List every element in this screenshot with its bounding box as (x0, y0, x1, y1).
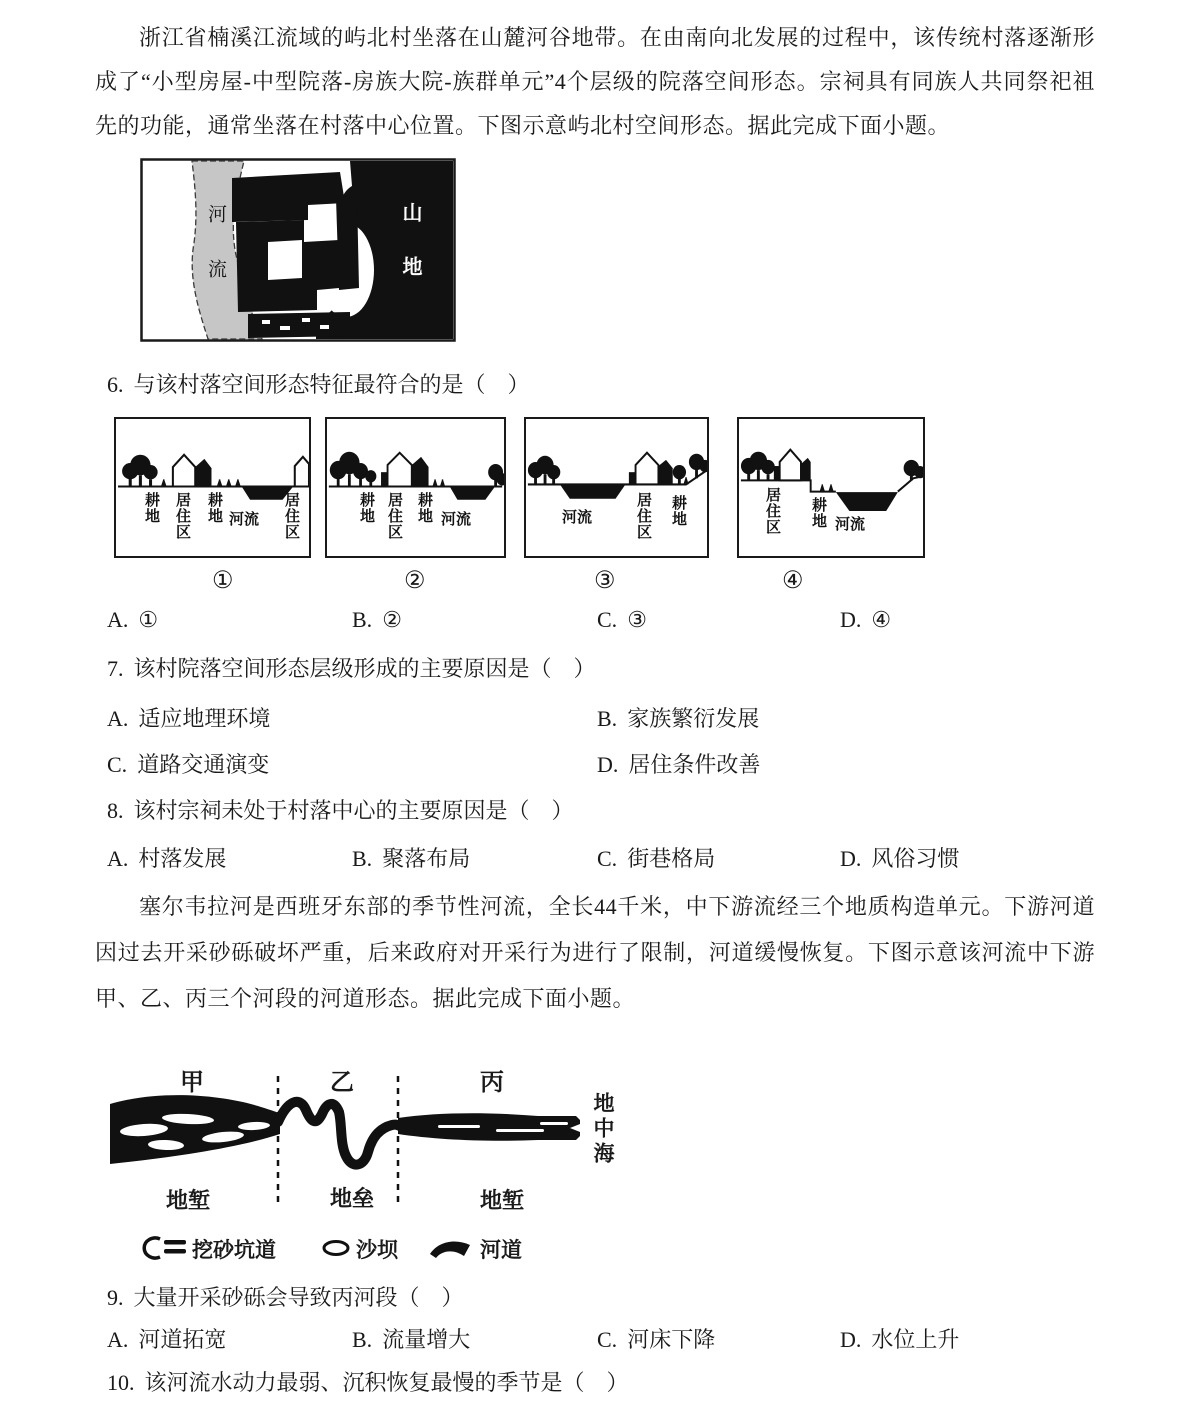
legend-label-channel: 河道 (480, 1238, 522, 1262)
option-label: 村落发展 (138, 846, 227, 871)
q7-option-c (107, 748, 269, 779)
option-key: C. (597, 846, 618, 871)
cross-section-1-drawing (116, 419, 309, 556)
map-river-label: 河流 (205, 204, 226, 314)
option-label: 居住条件改善 (628, 752, 761, 777)
cross-section-3 (524, 417, 709, 558)
village-map-figure (140, 158, 456, 342)
zone-label: 河流 (562, 510, 593, 526)
house (629, 453, 673, 485)
q9-option-a (107, 1323, 226, 1354)
option-key: D. (840, 846, 862, 871)
legend-label-sandbar: 沙坝 (356, 1238, 398, 1262)
river-channel (450, 487, 495, 500)
option-key: C. (107, 752, 128, 777)
option-key: B. (352, 607, 373, 632)
river-figure (108, 1042, 653, 1262)
section-label-jia: 甲 (180, 1070, 204, 1096)
river-channel (836, 492, 898, 511)
house (381, 453, 429, 487)
zone-label: 居住区 (174, 492, 190, 540)
option-label: 风俗习惯 (871, 846, 960, 871)
question-number: 10. (107, 1370, 135, 1395)
q8-option-b (352, 842, 470, 873)
trees (741, 452, 775, 481)
house (173, 455, 212, 487)
question-number: 8. (107, 798, 124, 823)
zone-label: 耕地 (670, 495, 686, 527)
cross-section-1 (114, 417, 311, 558)
question-text: 大量开采砂砾会导致丙河段（ ） (133, 1285, 464, 1310)
option-key: D. (840, 607, 862, 632)
house-right (295, 457, 309, 487)
zone-label: 居住区 (764, 487, 780, 535)
diagram-caption-1: ① (212, 568, 234, 594)
sea-label: 地中海 (591, 1092, 615, 1167)
option-key: A. (107, 706, 129, 731)
zone-label: 居住区 (283, 492, 299, 540)
trees (528, 456, 560, 485)
q8-option-c (597, 842, 715, 873)
option-key: A. (107, 846, 129, 871)
option-label: ④ (871, 607, 892, 632)
q9-option-b (352, 1323, 470, 1354)
trees (122, 455, 158, 487)
option-label: 水位上升 (871, 1327, 960, 1352)
zone-label: 耕地 (810, 497, 826, 529)
passage-village: 浙江省楠溪江流域的屿北村坐落在山麓河谷地带。在由南向北发展的过程中，该传统村落逐渐形成了“小型房屋-中型院落-房族大院-族群单元”4个层级的院落空间形态。宗祠具有同族人共同祭祀祖先的功能，通常坐落在村落中心位置。下图示意屿北村空间形态。据此完成下面小题。 (95, 25, 1095, 138)
trees-right (488, 464, 504, 486)
option-label: 流量增大 (382, 1327, 471, 1352)
straight-reach (398, 1113, 580, 1141)
option-key: A. (107, 607, 129, 632)
section-label-yi: 乙 (330, 1070, 354, 1096)
question-text: 与该村落空间形态特征最符合的是（ ） (133, 372, 530, 397)
meander-reach (278, 1102, 400, 1165)
diagram-caption-2: ② (404, 568, 426, 594)
question-number: 9. (107, 1285, 124, 1310)
option-label: 街巷格局 (627, 846, 716, 871)
question-number: 6. (107, 372, 124, 397)
zone-label: 耕地 (206, 492, 222, 524)
question-number: 7. (107, 656, 124, 681)
option-key: B. (352, 1327, 373, 1352)
zone-label: 河流 (229, 512, 260, 528)
cross-section-4 (737, 417, 925, 558)
crops (684, 477, 688, 484)
braided-reach (110, 1095, 280, 1164)
option-label: 聚落布局 (382, 846, 471, 871)
tectonic-label-graben-right: 地堑 (480, 1188, 525, 1213)
sand-pit-icon (144, 1238, 186, 1258)
sandbar-icon (324, 1242, 348, 1255)
map-mountain-label: 山地 (399, 202, 421, 310)
option-label: ② (382, 607, 402, 632)
option-key: B. (597, 706, 618, 731)
question-8 (107, 794, 574, 825)
q7-option-d (597, 748, 760, 779)
option-label: 适应地理环境 (138, 706, 271, 731)
section-label-bing: 丙 (480, 1070, 504, 1096)
zone-label: 居住区 (635, 492, 651, 540)
crops (820, 484, 833, 491)
q6-option-d (840, 607, 891, 633)
option-key: C. (597, 607, 618, 632)
passage-river: 塞尔韦拉河是西班牙东部的季节性河流，全长44千米，中下游流经三个地质构造单元。下游河道因过去开采砂砾破坏严重，后来政府对开采行为进行了限制，河道缓慢恢复。下图示意该河流中下游甲、乙、丙三个河段的河道形态。据此完成下面小题。 (95, 894, 1095, 1011)
q6-option-c (597, 607, 647, 633)
channel-icon (430, 1242, 470, 1258)
q8-option-d (840, 842, 959, 873)
option-key: A. (107, 1327, 129, 1352)
zone-label: 耕地 (416, 492, 432, 524)
q8-option-a (107, 842, 226, 873)
q9-option-d (840, 1323, 959, 1354)
tectonic-label-horst: 地垒 (330, 1186, 375, 1211)
question-10 (107, 1366, 629, 1397)
zone-label: 河流 (835, 517, 866, 533)
legend-label-sand-pit: 挖砂坑道 (192, 1238, 276, 1262)
river-channel (560, 485, 625, 499)
cross-section-2 (325, 417, 506, 558)
question-9 (107, 1281, 464, 1312)
q7-option-b (597, 702, 759, 733)
zone-label: 居住区 (386, 492, 402, 540)
trees-right (673, 454, 707, 485)
tectonic-label-graben-left: 地堑 (166, 1188, 211, 1213)
option-key: C. (597, 1327, 618, 1352)
crops (433, 479, 444, 486)
q6-option-a (107, 607, 158, 633)
trees (330, 452, 377, 487)
house (774, 450, 811, 481)
q9-option-c (597, 1323, 715, 1354)
question-text: 该河流水动力最弱、沉积恢复最慢的季节是（ ） (144, 1370, 629, 1395)
question-6 (107, 368, 530, 399)
q7-option-a (107, 702, 270, 733)
question-text: 该村院落空间形态层级形成的主要原因是（ ） (133, 656, 596, 681)
option-label: 河床下降 (627, 1327, 716, 1352)
cross-section-2-drawing (327, 419, 504, 556)
cross-section-3-drawing (526, 419, 707, 556)
option-key: D. (597, 752, 619, 777)
diagram-caption-4: ④ (782, 568, 804, 594)
zone-label: 耕地 (358, 492, 374, 524)
question-7 (107, 652, 596, 683)
option-label: 河道拓宽 (138, 1327, 227, 1352)
option-label: 家族繁衍发展 (627, 706, 760, 731)
option-key: D. (840, 1327, 862, 1352)
question-text: 该村宗祠未处于村落中心的主要原因是（ ） (133, 798, 574, 823)
option-label: ③ (627, 607, 647, 632)
zone-label: 河流 (441, 512, 472, 528)
option-label: ① (138, 607, 159, 632)
option-key: B. (352, 846, 373, 871)
option-label: 道路交通演变 (137, 752, 270, 777)
zone-label: 耕地 (143, 492, 159, 524)
q6-option-b (352, 607, 402, 633)
diagram-caption-3: ③ (594, 568, 616, 594)
village-courtyard (268, 240, 302, 280)
